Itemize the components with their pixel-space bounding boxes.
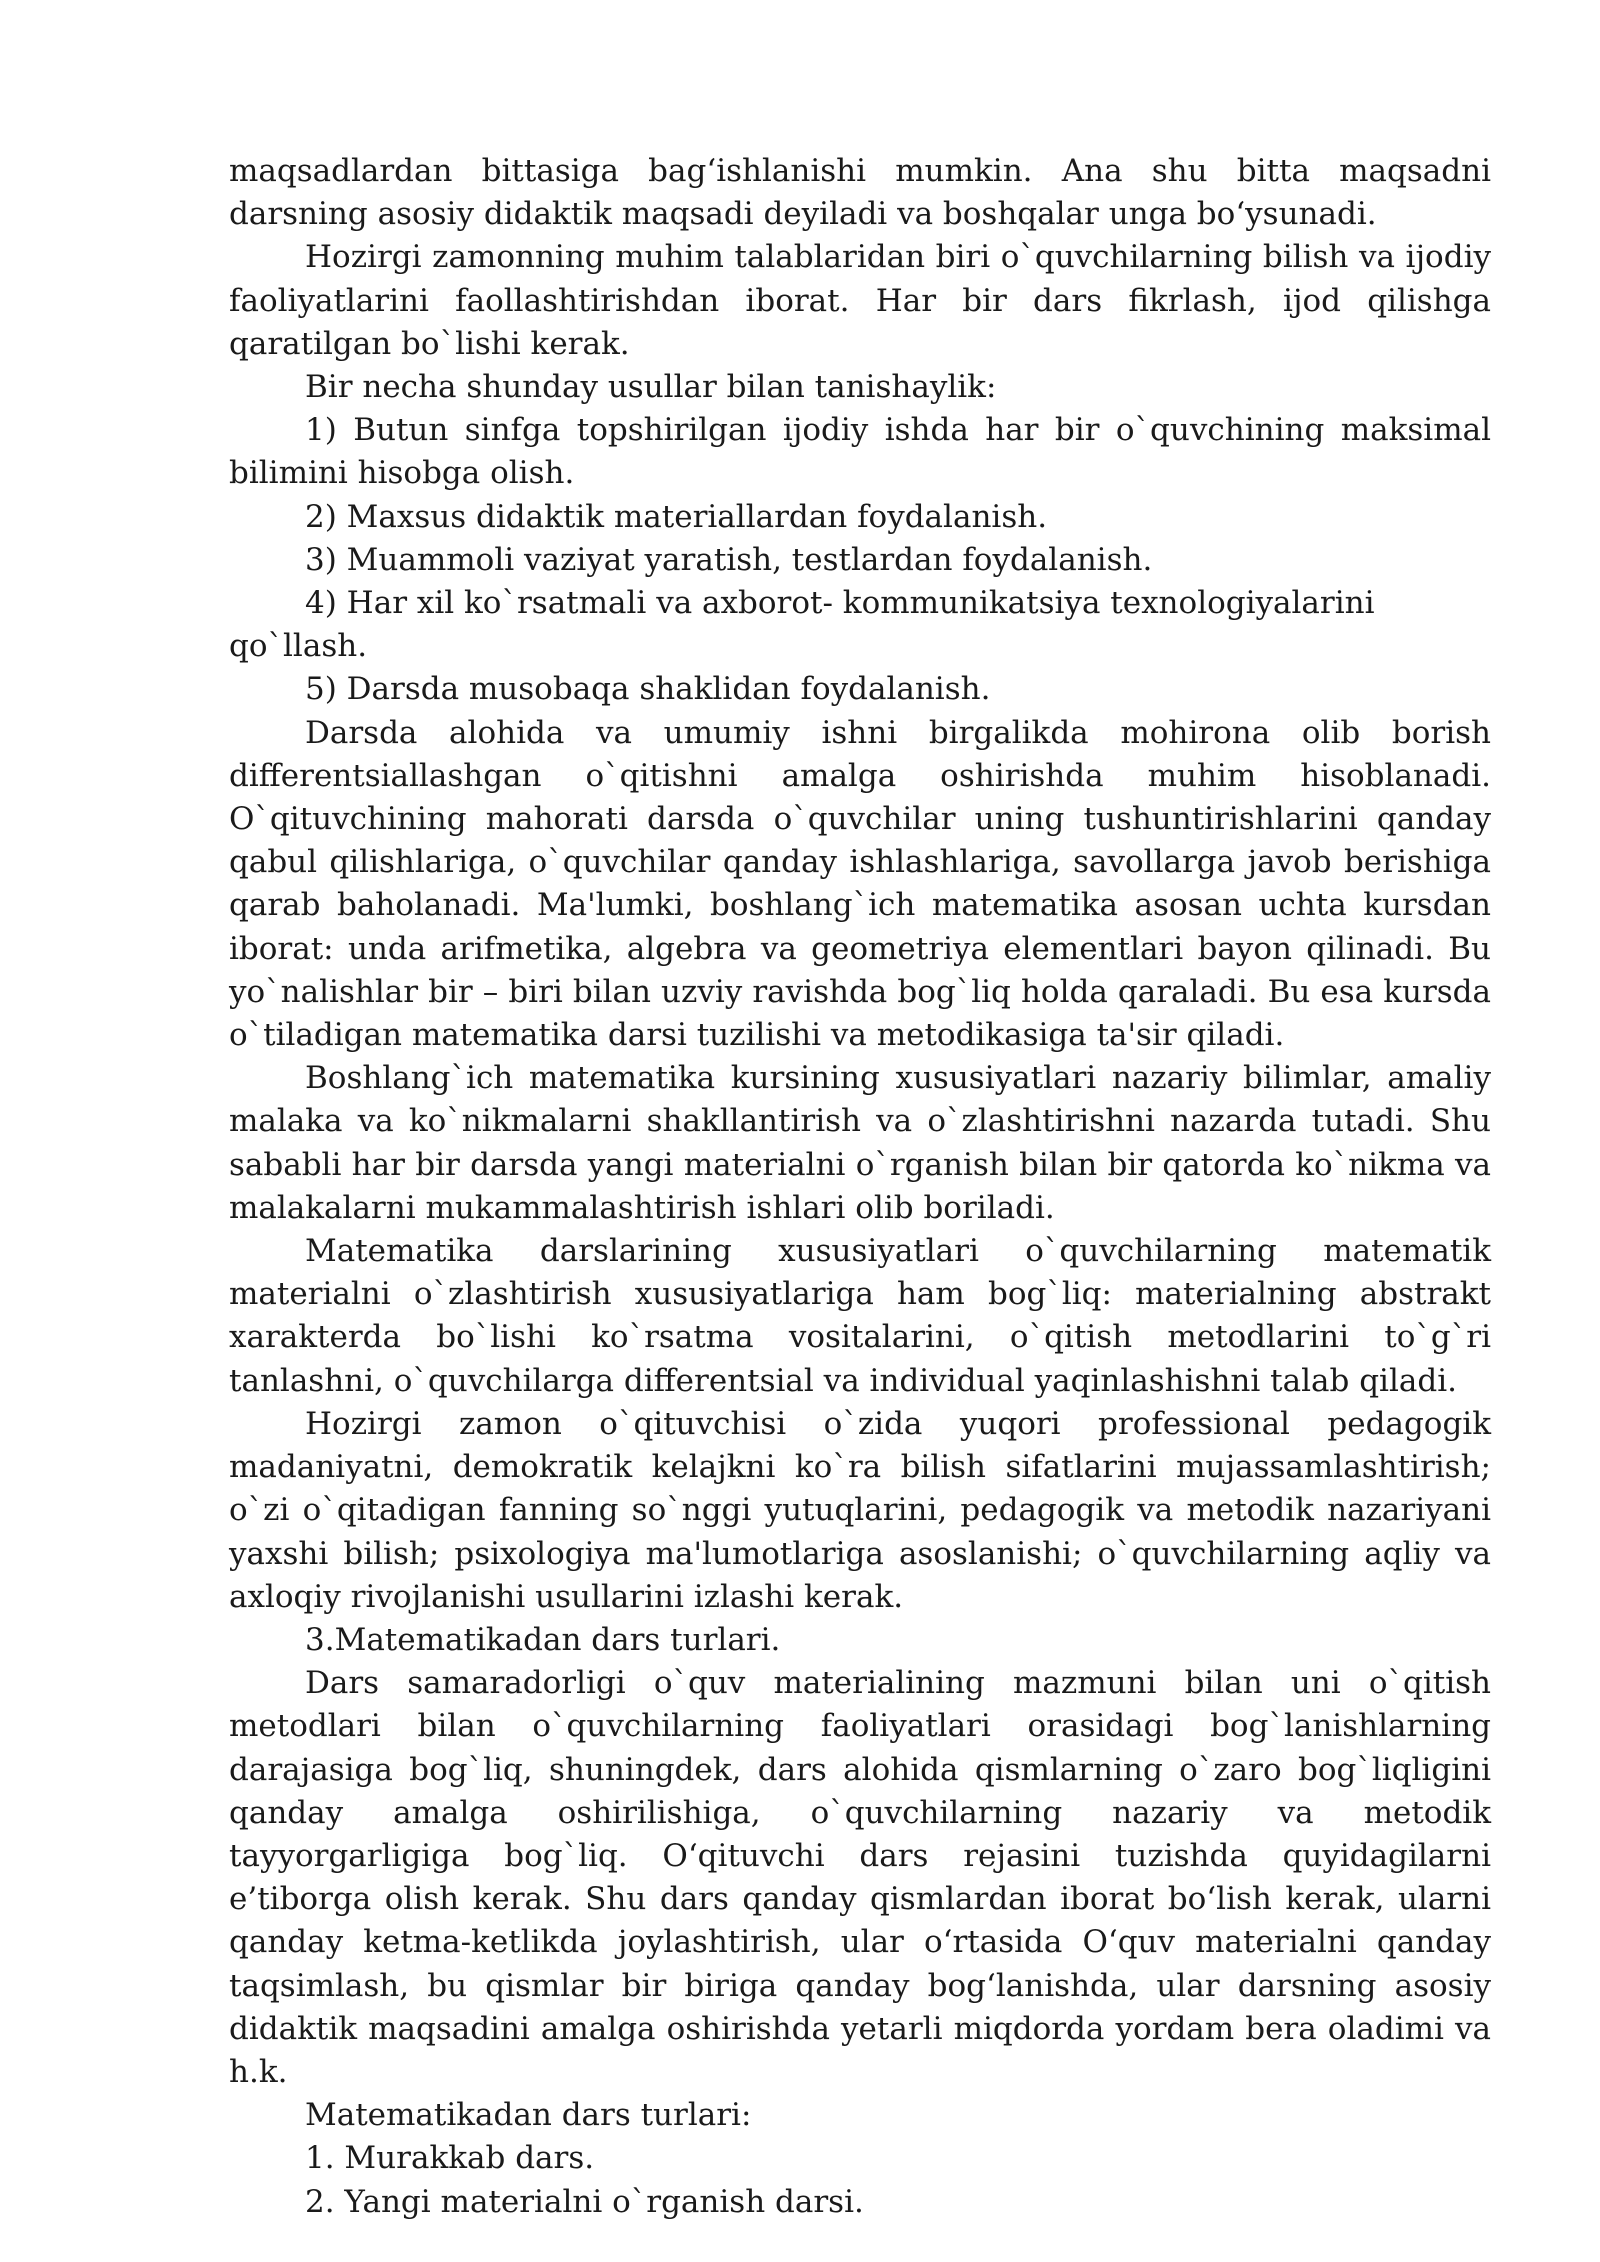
paragraph-continuation: maqsadlardan bittasiga bag‘ishlanishi mumkin. Ana shu bitta maqsadni darsning asosiy didaktik maqsadi deyiladi va boshqalar unga bo‘ysunadi. — [229, 153, 1491, 233]
list-item-2: 2) Maxsus didaktik materiallardan foydalanish. — [305, 498, 1048, 535]
paragraph-methods-intro: Bir necha shunday usullar bilan tanishaylik: — [305, 369, 997, 406]
section-heading: 3.Matematikadan dars turlari. — [305, 1621, 781, 1658]
paragraph-modern-requirements: Hozirgi zamonning muhim talablaridan biri o`quvchilarning bilish va ijodiy faoliyatlarini faollashtirishdan iborat. Har bir dars fikrlash, ijod qilishga qaratilgan bo`lishi kerak. — [229, 239, 1491, 362]
list-item-5: 5) Darsda musobaqa shaklidan foydalanish. — [305, 671, 991, 708]
paragraph-lesson-features: Matematika darslarining xususiyatlari o`quvchilarning matematik materialni o`zlashtirish xususiyatlariga ham bog`liq: materialning abstrakt xarakterda bo`lishi ko`rsatma vositalarini, o`qitish metodlarini to`g`ri tanlashni, o`quvchilarga differentsial va individual yaqinlashishni talab qiladi. — [229, 1233, 1491, 1399]
paragraph-course-features: Boshlang`ich matematika kursining xususiyatlari nazariy bilimlar, amaliy malaka va ko`nikmalarni shakllantirish va o`zlashtirishni nazarda tutadi. Shu sababli har bir darsda yangi materialni o`rganish bilan bir qatorda ko`nikma va malakalarni mukammalashtirish ishlari olib boriladi. — [229, 1060, 1491, 1226]
paragraph-lesson-effectiveness: Dars samaradorligi o`quv materialining mazmuni bilan uni o`qitish metodlari bilan o`quvchilarning faoliyatlari orasidagi bog`lanishlarning darajasiga bog`liq, shuningdek, dars alohida qismlarning o`zaro bog`liqligini qanday amalga oshirilishiga, o`quvchilarning nazariy va metodik tayyorgarligiga bog`liq. O‘qituvchi dars rejasini tuzishda quyidagilarni e’tiborga olish kerak. Shu dars qanday qismlardan iborat bo‘lish kerak, ularni qanday ketma-ketlikda joylashtirish, ular o‘rtasida O‘quv materialni qanday taqsimlash, bu qismlar bir biriga qanday bog‘lanishda, ular darsning asosiy didaktik maqsadini amalga oshirishda yetarli miqdorda yordam bera oladimi va h.k. — [229, 1665, 1491, 2090]
list-item-4: 4) Har xil ko`rsatmali va axborot- kommunikatsiya texnologiyalarini qo`llash. — [229, 585, 1375, 665]
lesson-type-item-2: 2. Yangi materialni o`rganish darsi. — [305, 2183, 864, 2220]
paragraph-lesson-types-intro: Matematikadan dars turlari: — [305, 2097, 752, 2134]
list-item-3: 3) Muammoli vaziyat yaratish, testlardan foydalanish. — [305, 541, 1153, 578]
list-item-1: 1) Butun sinfga topshirilgan ijodiy ishda har bir o`quvchining maksimal bilimini hisobga olish. — [229, 412, 1491, 492]
document-page — [229, 150, 1491, 2224]
paragraph-modern-teacher: Hozirgi zamon o`qituvchisi o`zida yuqori professional pedagogik madaniyatni, demokratik kelajkni ko`ra bilish sifatlarini mujassamlashtirish; o`zi o`qitadigan fanning so`nggi yutuqlarini, pedagogik va metodik nazariyani yaxshi bilish; psixologiya ma'lumotlariga asoslanishi; o`quvchilarning aqliy va axloqiy rivojlanishi usullarini izlashi kerak. — [229, 1405, 1491, 1615]
lesson-type-item-1: 1. Murakkab dars. — [305, 2140, 595, 2177]
paragraph-differentiated-teaching: Darsda alohida va umumiy ishni birgalikda mohirona olib borish differentsiallashgan o`qitishni amalga oshirishda muhim hisoblanadi. O`qituvchining mahorati darsda o`quvchilar uning tushuntirishlarini qanday qabul qilishlariga, o`quvchilar qanday ishlashlariga, savollarga javob berishiga qarab baholanadi. Ma'lumki, boshlang`ich matematika asosan uchta kursdan iborat: unda arifmetika, algebra va geometriya elementlari bayon qilinadi. Bu yo`nalishlar bir – biri bilan uzviy ravishda bog`liq holda qaraladi. Bu esa kursda o`tiladigan matematika darsi tuzilishi va metodikasiga ta'sir qiladi. — [229, 714, 1491, 1054]
